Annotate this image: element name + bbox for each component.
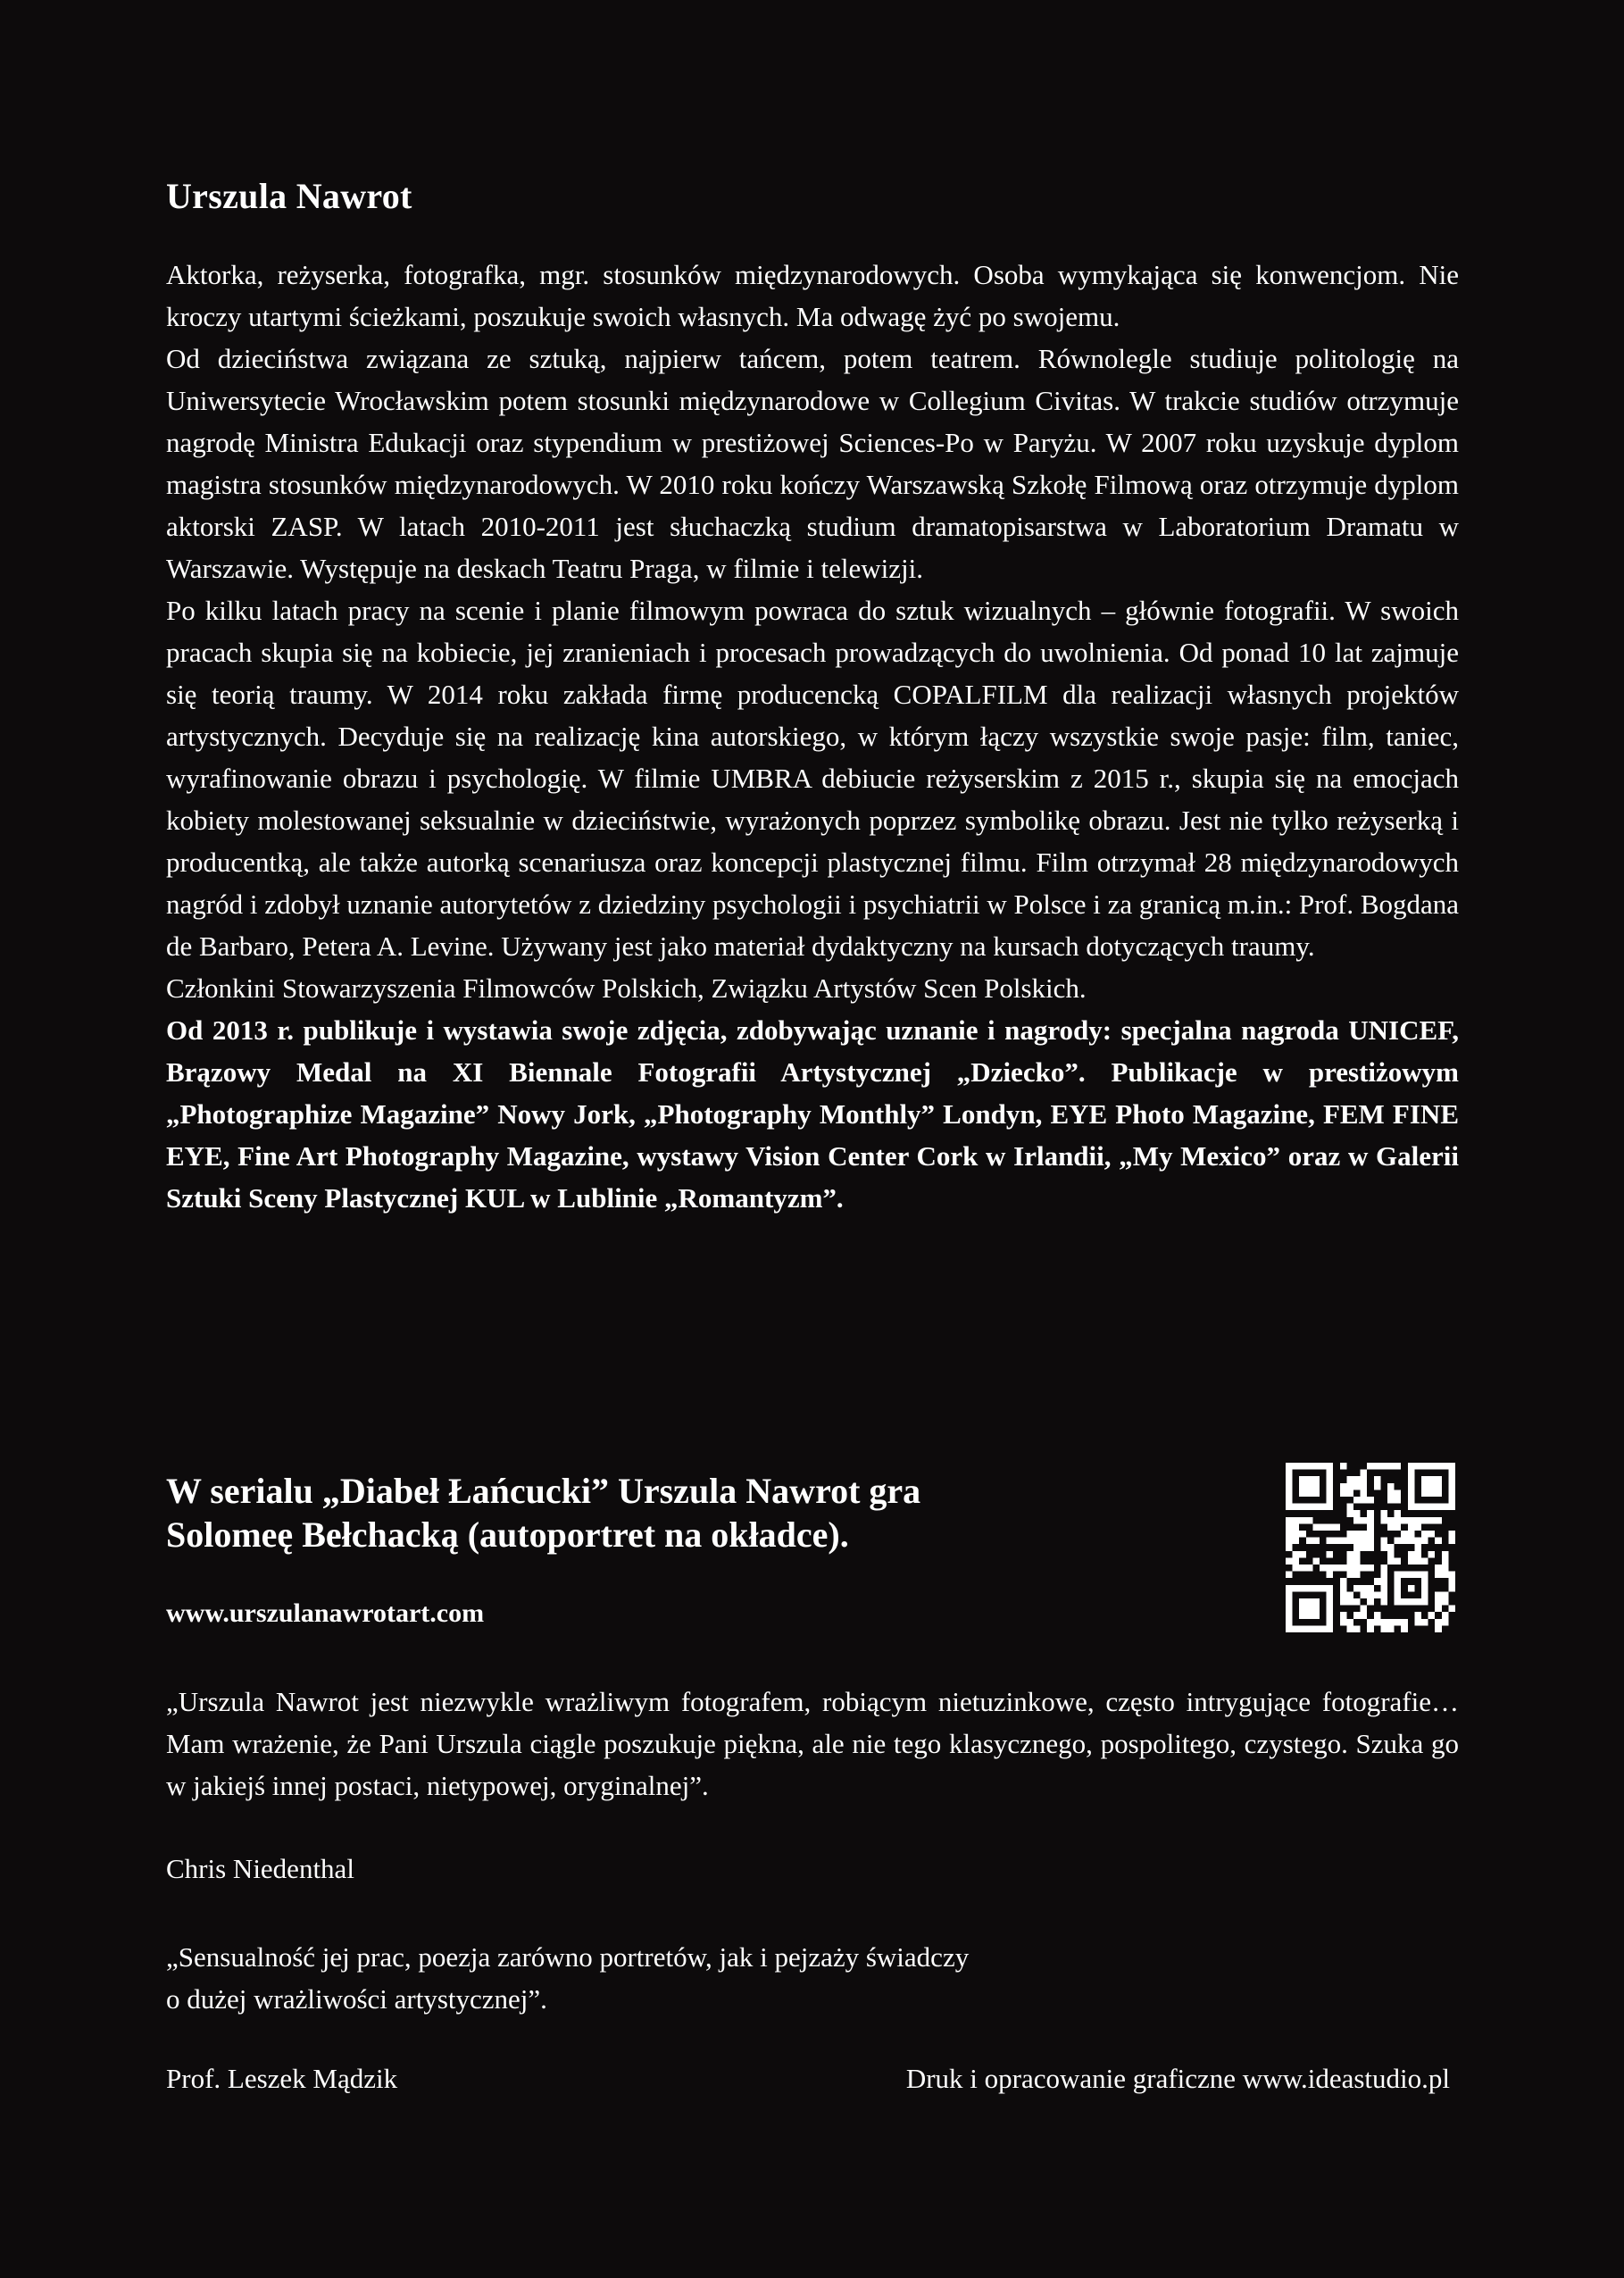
quote-author: Chris Niedenthal <box>166 1853 354 1884</box>
quote-niedenthal: „Urszula Nawrot jest niezwykle wrażliwym fotografem, robiącym nietuzinkowe, często intrygujące fotografie… Mam wrażenie, że Pani Urszula ciągle poszukuje piękna, ale nie tego klasycznego, pospolitego, czystego. Szuka go w jakiejś innej postaci, nietypowej, oryginalnej”. <box>166 1686 1459 1801</box>
series-role-line: Solomeę Bełchacką (autoportret na okładce). <box>166 1514 849 1555</box>
bio-paragraph: Członkini Stowarzyszenia Filmowców Polskich, Związku Artystów Scen Polskich. <box>166 972 1087 1004</box>
quote-madzik <box>166 1936 1148 2020</box>
qr-code-icon <box>1286 1463 1455 1632</box>
bio-photography-paragraph: Od 2013 r. publikuje i wystawia swoje zdjęcia, zdobywając uznanie i nagrody: specjalna nagroda UNICEF, Brązowy Medal na XI Biennale Fotografii Artystycznej „Dziecko”. Publikacje w prestiżowym „Photographize Magazine” Nowy Jork, „Photography Monthly” Londyn, EYE Photo Magazine, FEM FINE EYE, Fine Art Photography Magazine, wystawy Vision Center Cork w Irlandii, „My Mexico” oraz w Galerii Sztuki Sceny Plastycznej KUL w Lublinie „Romantyzm”. <box>166 1014 1459 1214</box>
quote-line: „Sensualność jej prac, poezja zarówno portretów, jak i pejzaży świadczy <box>166 1941 970 1973</box>
quote-line: o dużej wrażliwości artystycznej”. <box>166 1983 547 2015</box>
series-role-line: W serialu „Diabeł Łańcucki” Urszula Nawrot gra <box>166 1471 921 1511</box>
author-name-heading: Urszula Nawrot <box>166 176 412 216</box>
bio-paragraph: Po kilku latach pracy na scenie i planie filmowym powraca do sztuk wizualnych – głównie fotografii. W swoich pracach skupia się na kobiecie, jej zranieniach i procesach prowadzących do uwolnienia. Od ponad 10 lat zajmuje się teorią traumy. W 2014 roku zakłada firmę producencką COPALFILM dla realizacji własnych projektów artystycznych. Decyduje się na realizację kina autorskiego, w którym łączy wszystkie swoje pasje: film, taniec, wyrafinowanie obrazu i psychologię. W filmie UMBRA debiucie reżyserskim z 2015 r., skupia się na emocjach kobiety molestowanej seksualnie w dzieciństwie, wyrażonych poprzez symbolikę obrazu. Jest nie tylko reżyserką i producentką, ale także autorką scenariusza oraz koncepcji plastycznej filmu. Film otrzymał 28 międzynarodowych nagród i zdobył uznanie autorytetów z dziedziny psychologii i psychiatrii w Polsce i za granicą m.in.: Prof. Bogdana de Barbaro, Petera A. Levine. Używany jest jako materiał dydaktyczny na kursach dotyczących traumy. <box>166 595 1460 962</box>
website-link[interactable]: www.urszulanawrotart.com <box>166 1598 485 1628</box>
series-role-heading <box>166 1469 1193 1556</box>
biography <box>166 254 1459 1219</box>
print-credit: Druk i opracowanie graficzne www.ideastudio.pl <box>905 2063 1450 2094</box>
bio-paragraph: Aktorka, reżyserka, fotografka, mgr. stosunków międzynarodowych. Osoba wymykająca się konwencjom. Nie kroczy utartymi ścieżkami, poszukuje swoich własnych. Ma odwagę żyć po swojemu. <box>166 259 1459 332</box>
quote-author: Prof. Leszek Mądzik <box>166 2063 398 2094</box>
bio-paragraph: Od dzieciństwa związana ze sztuką, najpierw tańcem, potem teatrem. Równolegle studiuje politologię na Uniwersytecie Wrocławskim potem stosunki międzynarodowe w Collegium Civitas. W trakcie studiów otrzymuje nagrodę Ministra Edukacji oraz stypendium w prestiżowej Sciences-Po w Paryżu. W 2007 roku uzyskuje dyplom magistra stosunków międzynarodowych. W 2010 roku kończy Warszawską Szkołę Filmową oraz otrzymuje dyplom aktorski ZASP. W latach 2010-2011 jest słuchaczką studium dramatopisarstwa w Laboratorium Dramatu w Warszawie. Występuje na deskach Teatru Praga, w filmie i telewizji. <box>166 343 1459 584</box>
